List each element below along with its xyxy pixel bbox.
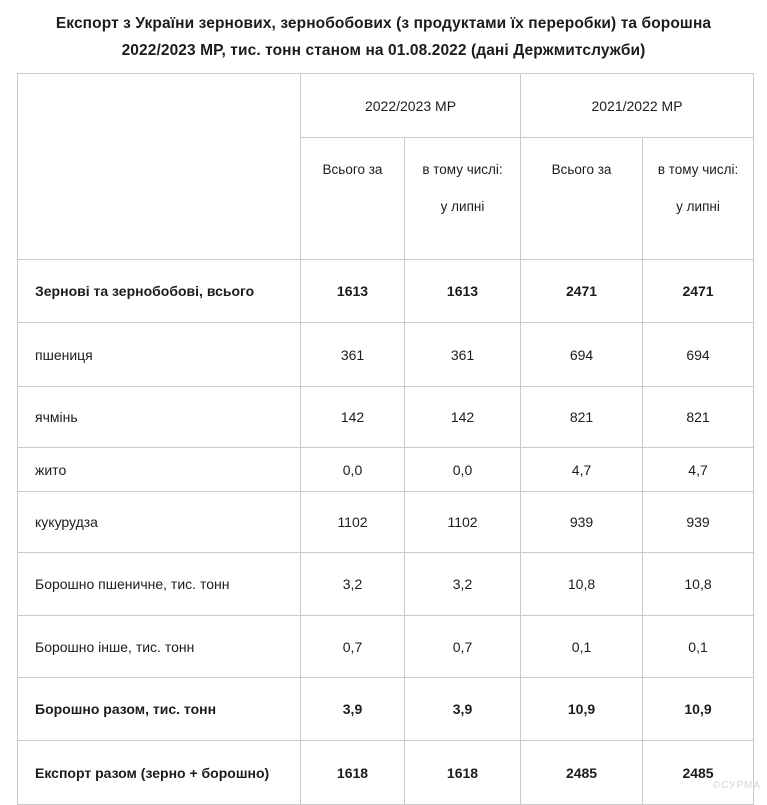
value-cell: 821 (521, 387, 643, 448)
row-label: кукурудза (18, 492, 301, 553)
table-row (18, 741, 754, 805)
value-cell: 361 (301, 323, 405, 387)
value-cell: 3,9 (301, 678, 405, 741)
value-cell: 1102 (301, 492, 405, 553)
row-label: Борошно разом, тис. тонн (18, 678, 301, 741)
table-row (18, 553, 754, 616)
value-cell: 1618 (405, 741, 521, 805)
page-title-line2: 2022/2023 МР, тис. тонн станом на 01.08.2022 (дані Держмитслужби) (121, 42, 646, 59)
table-row (18, 448, 754, 492)
row-label: Експорт разом (зерно + борошно) (18, 741, 301, 805)
col-header-total-2021: Всього за (521, 138, 643, 260)
row-label: Борошно пшеничне, тис. тонн (18, 553, 301, 616)
column-group-header-row (18, 74, 754, 138)
table-row (18, 323, 754, 387)
row-label: ячмінь (18, 387, 301, 448)
value-cell: 0,1 (521, 616, 643, 678)
table-row (18, 387, 754, 448)
value-cell: 3,2 (301, 553, 405, 616)
value-cell: 142 (405, 387, 521, 448)
value-cell: 4,7 (521, 448, 643, 492)
col-header-including-line2: у липні (440, 199, 485, 214)
value-cell: 2471 (521, 260, 643, 323)
value-cell: 0,1 (643, 616, 754, 678)
row-label: Зернові та зернобобові, всього (18, 260, 301, 323)
col-header-including-line2: у липні (676, 199, 720, 214)
watermark: ©СУРМА (712, 780, 761, 791)
value-cell: 361 (405, 323, 521, 387)
value-cell: 821 (643, 387, 754, 448)
value-cell: 2485 (643, 741, 754, 805)
value-cell: 1102 (405, 492, 521, 553)
value-cell: 10,8 (521, 553, 643, 616)
page-title-line1: Експорт з України зернових, зернобобових (з продуктами їх переробки) та борошна (55, 15, 712, 32)
value-cell: 0,0 (301, 448, 405, 492)
value-cell: 694 (643, 323, 754, 387)
value-cell: 10,9 (643, 678, 754, 741)
row-label: жито (18, 448, 301, 492)
value-cell: 1618 (301, 741, 405, 805)
value-cell: 939 (643, 492, 754, 553)
table-row (18, 260, 754, 323)
value-cell: 3,9 (405, 678, 521, 741)
value-cell: 2485 (521, 741, 643, 805)
page-title (0, 0, 767, 64)
group-header-2022-2023: 2022/2023 МР (301, 74, 521, 138)
value-cell: 939 (521, 492, 643, 553)
value-cell: 2471 (643, 260, 754, 323)
value-cell: 142 (301, 387, 405, 448)
table-row (18, 678, 754, 741)
value-cell: 0,7 (405, 616, 521, 678)
value-cell: 4,7 (643, 448, 754, 492)
value-cell: 10,9 (521, 678, 643, 741)
value-cell: 0,7 (301, 616, 405, 678)
value-cell: 10,8 (643, 553, 754, 616)
value-cell: 1613 (301, 260, 405, 323)
col-header-including-2022 (405, 138, 521, 260)
row-label: Борошно інше, тис. тонн (18, 616, 301, 678)
value-cell: 1613 (405, 260, 521, 323)
col-header-including-2021 (643, 138, 754, 260)
col-header-including-line1: в тому числі: (657, 162, 739, 177)
row-label: пшениця (18, 323, 301, 387)
value-cell: 3,2 (405, 553, 521, 616)
col-header-including-line1: в тому числі: (422, 162, 503, 177)
group-header-2021-2022: 2021/2022 МР (521, 74, 754, 138)
table-row (18, 492, 754, 553)
value-cell: 0,0 (405, 448, 521, 492)
col-header-total-2022: Всього за (301, 138, 405, 260)
table-row (18, 616, 754, 678)
label-column-header (18, 74, 301, 260)
export-table (17, 73, 754, 805)
value-cell: 694 (521, 323, 643, 387)
